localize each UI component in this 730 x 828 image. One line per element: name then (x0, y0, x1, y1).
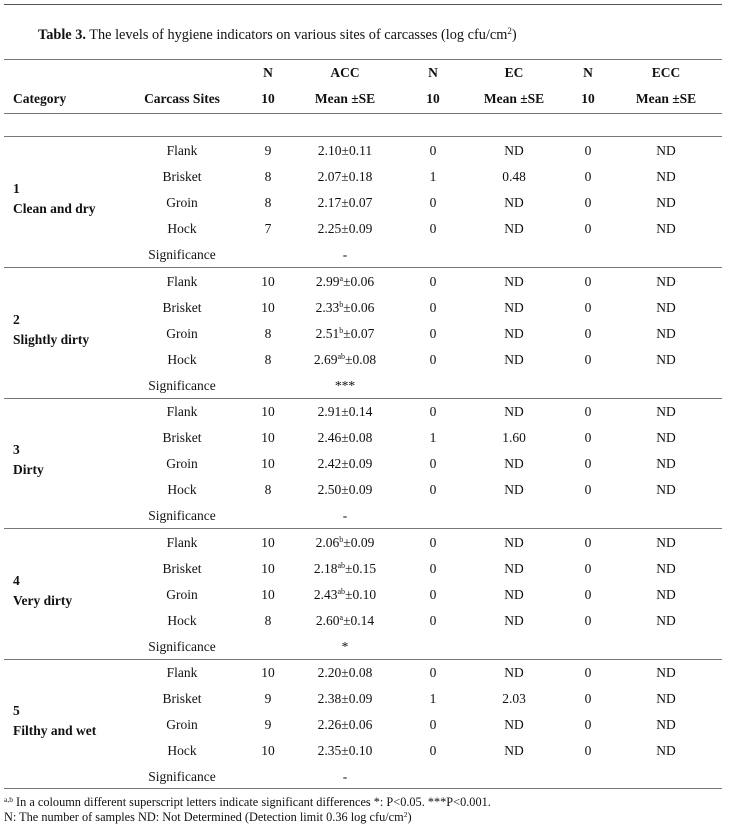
cell-ecc-mean: ND (656, 221, 676, 236)
acc-mean-value: 2.38 (317, 691, 342, 706)
cell-ecc-n: 0 (584, 169, 592, 184)
acc-mean-value: 2.35 (317, 743, 342, 758)
cell-acc-n: 7 (264, 221, 272, 236)
cell-ec-n: 0 (429, 665, 437, 680)
footnote-line2: N: The number of samples ND: Not Determined (Detection limit 0.36 log cfu/cm (4, 810, 404, 824)
cell-site: Groin (166, 717, 198, 732)
footnote-abbreviations (4, 810, 412, 825)
footnote-line2-close: ) (407, 810, 412, 824)
cell-site: Hock (167, 743, 197, 758)
cell-site: Brisket (162, 691, 202, 706)
cell-acc-mean (318, 404, 373, 420)
cell-ecc-n: 0 (584, 430, 592, 445)
cell-acc-mean (314, 352, 376, 368)
footnote-line1: In a coloumn different superscript letters indicate significant differences *: P<0.05. ***P<0.001. (12, 795, 491, 809)
cell-ec-mean: ND (504, 561, 524, 576)
header-ecc: ECC (651, 65, 681, 80)
cell-site: Hock (167, 482, 197, 497)
acc-mean-value: 2.60 (315, 613, 340, 628)
acc-mean-value: 2.51 (315, 326, 340, 341)
cell-acc-n: 10 (261, 561, 275, 576)
cell-ec-mean: ND (504, 221, 524, 236)
cell-acc-n: 10 (261, 404, 275, 419)
cell-ecc-mean: ND (656, 535, 676, 550)
significance-label: Significance (148, 247, 216, 262)
significance-value: - (342, 247, 348, 262)
category-number: 3 (13, 442, 20, 457)
cell-site: Brisket (162, 430, 202, 445)
cell-acc-mean (314, 587, 376, 603)
acc-mean-value: 2.07 (317, 169, 342, 184)
table-bottom-rule (4, 788, 722, 789)
cell-ecc-mean: ND (656, 169, 676, 184)
cell-ecc-mean: ND (656, 613, 676, 628)
acc-mean-superscript: ab (337, 352, 346, 361)
cell-ec-mean: ND (504, 352, 524, 367)
cell-site: Flank (166, 143, 198, 158)
cell-site: Flank (166, 535, 198, 550)
group-divider (4, 267, 722, 268)
cell-ec-n: 0 (429, 535, 437, 550)
cell-ec-n: 0 (429, 352, 437, 367)
cell-ecc-n: 0 (584, 665, 592, 680)
acc-se-value: ±0.09 (341, 691, 373, 706)
cell-ec-mean: ND (504, 195, 524, 210)
cell-ec-n: 0 (429, 587, 437, 602)
acc-se-value: ±0.11 (341, 143, 373, 158)
cell-site: Brisket (162, 561, 202, 576)
cell-acc-mean (316, 300, 375, 316)
cell-acc-n: 8 (264, 613, 272, 628)
cell-site: Groin (166, 456, 198, 471)
category-name: Dirty (13, 462, 44, 477)
header-acc-mean: Mean ±SE (314, 91, 376, 106)
cell-acc-mean (316, 613, 374, 629)
header-acc-n-value: 10 (261, 91, 275, 106)
acc-mean-value: 2.06 (315, 535, 340, 550)
acc-mean-value: 2.46 (317, 430, 342, 445)
cell-ec-mean: ND (504, 404, 524, 419)
cell-acc-mean (318, 195, 373, 211)
cell-ec-n: 0 (429, 482, 437, 497)
acc-se-value: ±0.09 (341, 482, 373, 497)
cell-ecc-mean: ND (656, 430, 676, 445)
cell-ecc-mean: ND (656, 561, 676, 576)
footnote-line2-sup: 2 (403, 810, 408, 819)
table-top-rule (4, 4, 722, 5)
cell-ecc-n: 0 (584, 326, 592, 341)
cell-ecc-mean: ND (656, 404, 676, 419)
cell-acc-n: 9 (264, 143, 272, 158)
cell-ec-n: 0 (429, 561, 437, 576)
acc-mean-value: 2.17 (317, 195, 342, 210)
cell-acc-mean (318, 691, 373, 707)
cell-acc-mean (318, 717, 373, 733)
cell-acc-n: 8 (264, 482, 272, 497)
significance-value: * (341, 639, 349, 654)
acc-se-value: ±0.09 (343, 535, 375, 550)
cell-ecc-mean: ND (656, 456, 676, 471)
cell-ecc-mean: ND (656, 665, 676, 680)
category-label (13, 701, 96, 741)
cell-acc-n: 8 (264, 326, 272, 341)
cell-site: Groin (166, 587, 198, 602)
acc-se-value: ±0.08 (341, 665, 373, 680)
cell-ec-mean: ND (504, 274, 524, 289)
cell-ec-n: 1 (429, 691, 437, 706)
cell-ec-mean: ND (504, 587, 524, 602)
category-name: Very dirty (13, 593, 73, 608)
cell-ecc-n: 0 (584, 221, 592, 236)
significance-label: Significance (148, 769, 216, 784)
acc-mean-value: 2.20 (317, 665, 342, 680)
acc-mean-value: 2.91 (317, 404, 342, 419)
cell-ecc-n: 0 (584, 613, 592, 628)
cell-acc-mean (316, 535, 375, 551)
cell-ec-n: 0 (429, 221, 437, 236)
cell-acc-mean (318, 221, 373, 237)
cell-ecc-n: 0 (584, 587, 592, 602)
cell-ecc-n: 0 (584, 743, 592, 758)
header-ecc-mean: Mean ±SE (635, 91, 697, 106)
cell-acc-n: 9 (264, 717, 272, 732)
cell-ec-mean: ND (504, 456, 524, 471)
acc-mean-superscript: a (339, 274, 344, 283)
acc-se-value: ±0.09 (341, 221, 373, 236)
significance-value: *** (334, 378, 356, 393)
cell-acc-mean (318, 482, 373, 498)
category-number: 1 (13, 181, 20, 196)
cell-ecc-mean: ND (656, 274, 676, 289)
acc-mean-superscript: b (339, 326, 344, 335)
acc-mean-value: 2.69 (313, 352, 338, 367)
cell-ec-mean: 1.60 (502, 430, 526, 445)
header-ec-n-value: 10 (426, 91, 440, 106)
header-ec-n: N (428, 65, 438, 80)
acc-mean-superscript: a (339, 613, 344, 622)
cell-acc-mean (318, 169, 373, 185)
cell-ecc-n: 0 (584, 456, 592, 471)
cell-ecc-mean: ND (656, 143, 676, 158)
cell-acc-mean (318, 743, 373, 759)
header-ec-mean: Mean ±SE (483, 91, 545, 106)
category-name: Filthy and wet (13, 723, 97, 738)
acc-mean-superscript: ab (337, 561, 346, 570)
acc-se-value: ±0.15 (345, 561, 377, 576)
cell-acc-n: 10 (261, 456, 275, 471)
header-category: Category (13, 91, 67, 106)
cell-site: Flank (166, 665, 198, 680)
table-caption (38, 27, 517, 44)
header-carcass-sites: Carcass Sites (144, 91, 220, 106)
acc-se-value: ±0.07 (343, 326, 375, 341)
group-divider (4, 659, 722, 660)
cell-ec-mean: ND (504, 613, 524, 628)
cell-ec-n: 0 (429, 326, 437, 341)
acc-mean-value: 2.25 (317, 221, 342, 236)
cell-acc-n: 10 (261, 300, 275, 315)
acc-mean-value: 2.43 (313, 587, 338, 602)
significance-value: - (342, 769, 348, 784)
cell-ecc-mean: ND (656, 587, 676, 602)
category-number: 2 (13, 312, 20, 327)
acc-mean-value: 2.33 (315, 300, 340, 315)
cell-ec-n: 1 (429, 430, 437, 445)
cell-acc-mean (316, 326, 375, 342)
cell-ec-n: 0 (429, 143, 437, 158)
cell-ecc-n: 0 (584, 143, 592, 158)
cell-ecc-n: 0 (584, 404, 592, 419)
acc-mean-value: 2.10 (317, 143, 342, 158)
acc-se-value: ±0.06 (343, 300, 375, 315)
cell-acc-mean (316, 274, 374, 290)
cell-ecc-mean: ND (656, 482, 676, 497)
cell-ec-n: 0 (429, 195, 437, 210)
cell-ecc-n: 0 (584, 195, 592, 210)
caption-label: Table 3. (38, 27, 86, 43)
header-ec: EC (504, 65, 524, 80)
acc-se-value: ±0.10 (341, 743, 373, 758)
cell-ecc-n: 0 (584, 717, 592, 732)
cell-ec-mean: ND (504, 143, 524, 158)
cell-acc-n: 8 (264, 352, 272, 367)
cell-site: Groin (166, 195, 198, 210)
acc-mean-superscript: b (339, 300, 344, 309)
category-label (13, 179, 96, 219)
acc-se-value: ±0.08 (341, 430, 373, 445)
header-ecc-n: N (583, 65, 593, 80)
cell-ecc-mean: ND (656, 743, 676, 758)
acc-mean-superscript: ab (337, 587, 346, 596)
cell-acc-n: 10 (261, 743, 275, 758)
caption-rule (4, 59, 722, 60)
cell-ecc-n: 0 (584, 274, 592, 289)
acc-se-value: ±0.10 (345, 587, 377, 602)
cell-site: Hock (167, 221, 197, 236)
footnote-significance (4, 795, 491, 810)
acc-mean-superscript: b (339, 535, 344, 544)
significance-label: Significance (148, 639, 216, 654)
cell-acc-n: 8 (264, 195, 272, 210)
acc-se-value: ±0.14 (343, 613, 375, 628)
category-label (13, 440, 44, 480)
cell-acc-n: 10 (261, 665, 275, 680)
cell-ec-mean: ND (504, 743, 524, 758)
cell-ec-mean: 2.03 (502, 691, 526, 706)
significance-label: Significance (148, 508, 216, 523)
acc-mean-value: 2.42 (317, 456, 342, 471)
cell-ec-n: 0 (429, 717, 437, 732)
cell-ecc-n: 0 (584, 482, 592, 497)
cell-ec-n: 0 (429, 274, 437, 289)
caption-text: The levels of hygiene indicators on various sites of carcasses (log cfu/cm (89, 27, 508, 43)
acc-se-value: ±0.06 (343, 274, 375, 289)
cell-ecc-n: 0 (584, 352, 592, 367)
cell-acc-mean (314, 561, 376, 577)
cell-site: Groin (166, 326, 198, 341)
cell-ec-n: 0 (429, 300, 437, 315)
cell-ec-n: 1 (429, 169, 437, 184)
significance-label: Significance (148, 378, 216, 393)
cell-acc-mean (318, 430, 373, 446)
cell-site: Hock (167, 352, 197, 367)
header-acc: ACC (330, 65, 360, 80)
cell-acc-mean (318, 456, 373, 472)
cell-ec-mean: ND (504, 535, 524, 550)
cell-ec-n: 0 (429, 456, 437, 471)
acc-se-value: ±0.14 (341, 404, 373, 419)
group-divider (4, 398, 722, 399)
cell-ecc-n: 0 (584, 691, 592, 706)
cell-ec-mean: 0.48 (502, 169, 526, 184)
category-label (13, 310, 89, 350)
cell-acc-n: 10 (261, 274, 275, 289)
cell-acc-mean (318, 143, 372, 159)
category-name: Slightly dirty (13, 332, 90, 347)
cell-ec-n: 0 (429, 743, 437, 758)
cell-ecc-mean: ND (656, 195, 676, 210)
significance-value: - (342, 508, 348, 523)
cell-ec-n: 0 (429, 404, 437, 419)
cell-acc-n: 10 (261, 430, 275, 445)
acc-mean-value: 2.50 (317, 482, 342, 497)
cell-ec-n: 0 (429, 613, 437, 628)
cell-ecc-mean: ND (656, 326, 676, 341)
cell-acc-n: 10 (261, 587, 275, 602)
cell-ec-mean: ND (504, 300, 524, 315)
category-number: 5 (13, 703, 20, 718)
acc-se-value: ±0.07 (341, 195, 373, 210)
acc-se-value: ±0.09 (341, 456, 373, 471)
cell-site: Brisket (162, 300, 202, 315)
cell-acc-n: 8 (264, 169, 272, 184)
cell-site: Hock (167, 613, 197, 628)
acc-mean-value: 2.26 (317, 717, 342, 732)
cell-site: Brisket (162, 169, 202, 184)
category-number: 4 (13, 573, 20, 588)
caption-close: ) (511, 27, 517, 43)
category-name: Clean and dry (13, 201, 96, 216)
caption-sup: 2 (507, 26, 512, 36)
cell-acc-n: 10 (261, 535, 275, 550)
cell-ecc-mean: ND (656, 717, 676, 732)
cell-ecc-n: 0 (584, 561, 592, 576)
cell-ec-mean: ND (504, 665, 524, 680)
cell-ecc-mean: ND (656, 352, 676, 367)
cell-site: Flank (166, 274, 198, 289)
cell-ec-mean: ND (504, 482, 524, 497)
category-label (13, 571, 72, 611)
body-start-rule (4, 136, 722, 137)
acc-mean-value: 2.99 (315, 274, 340, 289)
header-ecc-n-value: 10 (581, 91, 595, 106)
footnote-sup: a,b (4, 795, 13, 804)
acc-se-value: ±0.06 (341, 717, 373, 732)
acc-mean-value: 2.18 (313, 561, 338, 576)
header-acc-n: N (263, 65, 273, 80)
cell-ec-mean: ND (504, 717, 524, 732)
cell-ec-mean: ND (504, 326, 524, 341)
acc-se-value: ±0.18 (341, 169, 373, 184)
cell-ecc-mean: ND (656, 300, 676, 315)
cell-ecc-n: 0 (584, 300, 592, 315)
cell-acc-n: 9 (264, 691, 272, 706)
cell-ecc-mean: ND (656, 691, 676, 706)
group-divider (4, 528, 722, 529)
cell-site: Flank (166, 404, 198, 419)
cell-acc-mean (318, 665, 373, 681)
cell-ecc-n: 0 (584, 535, 592, 550)
header-rule (4, 113, 722, 114)
acc-se-value: ±0.08 (345, 352, 377, 367)
